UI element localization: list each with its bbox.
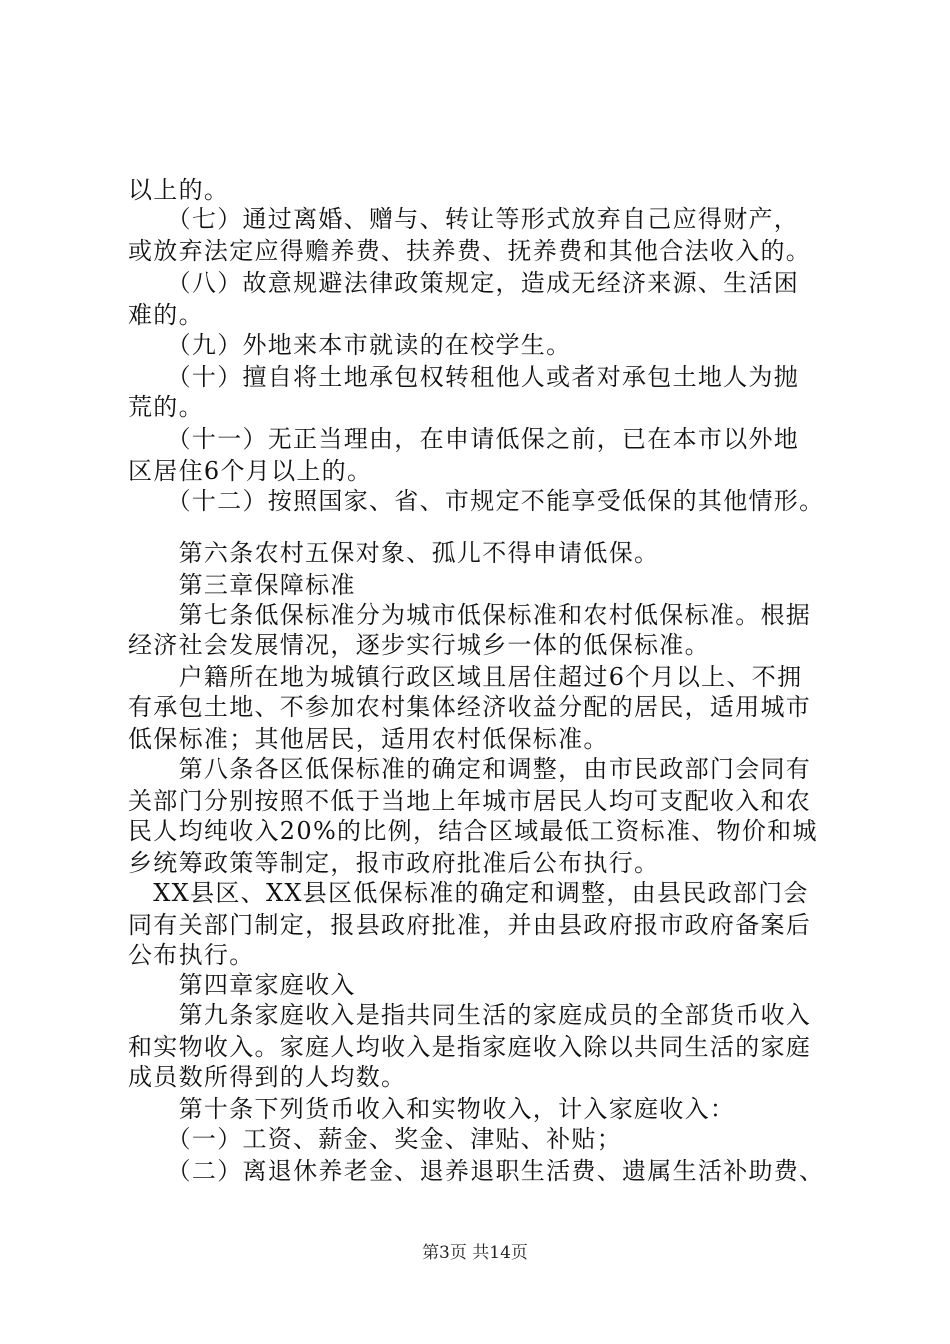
text-line: 第三章保障标准	[128, 571, 356, 599]
text-line: 有承包土地、不参加农村集体经济收益分配的居民，适用城市	[128, 693, 812, 721]
text-line: 第十条下列货币收入和实物收入，计入家庭收入：	[128, 1095, 736, 1123]
text-line: 经济社会发展情况，逐步实行城乡一体的低保标准。	[128, 631, 710, 659]
text-line: 难的。	[128, 301, 204, 329]
text-line: 和实物收入。家庭人均收入是指家庭收入除以共同生活的家庭	[128, 1033, 812, 1061]
text-line: 第六条农村五保对象、孤儿不得申请低保。	[128, 539, 660, 567]
page-footer: 第3页 共14页	[422, 1243, 528, 1263]
text-line: 户籍所在地为城镇行政区域且居住超过6个月以上、不拥	[128, 663, 803, 691]
text-line: 荒的。	[128, 393, 204, 421]
text-line: （八）故意规避法律政策规定，造成无经济来源、生活困	[128, 269, 800, 297]
text-line: 同有关部门制定，报县政府批准，并由县政府报市政府备案后	[128, 911, 812, 939]
text-line: 第四章家庭收入	[128, 971, 356, 999]
text-line: （十一）无正当理由，在申请低保之前，已在本市以外地	[128, 425, 800, 453]
text-line: （七）通过离婚、赠与、转让等形式放弃自己应得财产，	[128, 205, 800, 233]
text-line: （一）工资、薪金、奖金、津贴、补贴；	[128, 1125, 622, 1153]
text-line: 第八条各区低保标准的确定和调整，由市民政部门会同有	[128, 755, 812, 783]
text-line: 或放弃法定应得赡养费、扶养费、抚养费和其他合法收入的。	[128, 237, 812, 265]
text-line: （九）外地来本市就读的在校学生。	[128, 331, 572, 359]
text-line: 公布执行。	[128, 941, 255, 969]
text-line: 区居住6个月以上的。	[128, 457, 373, 485]
text-line: 第九条家庭收入是指共同生活的家庭成员的全部货币收入	[128, 1001, 812, 1029]
text-line: 民人均纯收入20%的比例，结合区域最低工资标准、物价和城	[128, 817, 818, 845]
text-line: XX县区、XX县区低保标准的确定和调整，由县民政部门会	[128, 879, 809, 907]
text-line: （二）离退休养老金、退养退职生活费、遗属生活补助费、	[128, 1157, 825, 1185]
text-line: 以上的。	[128, 176, 230, 204]
text-line: 乡统筹政策等制定，报市政府批准后公布执行。	[128, 849, 660, 877]
text-line: 关部门分别按照不低于当地上年城市居民人均可支配收入和农	[128, 787, 812, 815]
text-line: （十）擅自将土地承包权转租他人或者对承包土地人为抛	[128, 363, 800, 391]
text-line: （十二）按照国家、省、市规定不能享受低保的其他情形。	[128, 487, 825, 515]
text-line: 低保标准；其他居民，适用农村低保标准。	[128, 725, 609, 753]
text-line: 第七条低保标准分为城市低保标准和农村低保标准。根据	[128, 601, 812, 629]
text-line: 成员数所得到的人均数。	[128, 1063, 407, 1091]
